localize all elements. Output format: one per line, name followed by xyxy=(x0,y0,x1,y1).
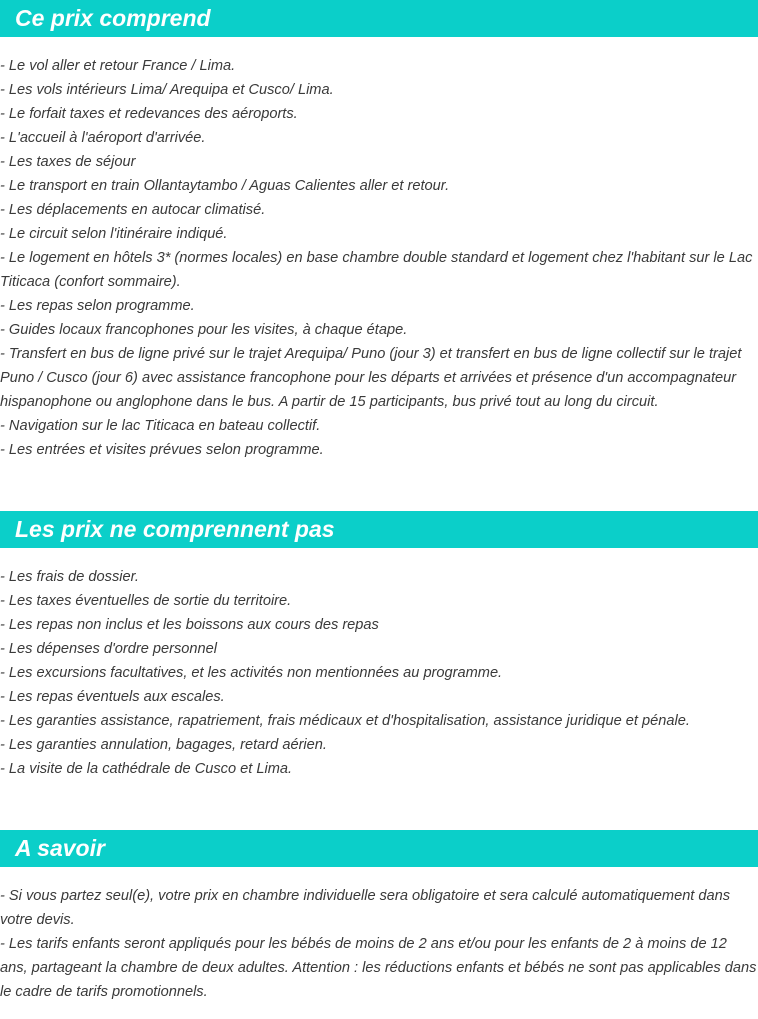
list-item: - Les repas selon programme. xyxy=(0,298,195,314)
section-title: A savoir xyxy=(15,835,105,861)
list-item: - Les taxes éventuelles de sortie du territoire. xyxy=(0,593,292,609)
section-header xyxy=(0,830,758,867)
list-item: - Les garanties assistance, rapatriement, frais médicaux et d'hospitalisation, assistance juridique et pénale. xyxy=(0,713,690,729)
not-included-list xyxy=(0,565,758,781)
list-item: - Les déplacements en autocar climatisé. xyxy=(0,202,266,218)
list-item: - Guides locaux francophones pour les visites, à chaque étape. xyxy=(0,322,408,338)
section-included xyxy=(0,0,758,462)
section-header xyxy=(0,0,758,37)
list-item: - Les dépenses d'ordre personnel xyxy=(0,641,217,657)
section-not-included xyxy=(0,511,758,781)
list-item: - Le circuit selon l'itinéraire indiqué. xyxy=(0,226,228,242)
list-item: - Les excursions facultatives, et les activités non mentionnées au programme. xyxy=(0,665,503,681)
list-item: - Les frais de dossier. xyxy=(0,569,139,585)
section-title: Ce prix comprend xyxy=(15,5,211,31)
section-header xyxy=(0,511,758,548)
list-item: - Les entrées et visites prévues selon programme. xyxy=(0,442,324,458)
good-to-know-list xyxy=(0,884,758,1004)
list-item: - Les tarifs enfants seront appliqués pour les bébés de moins de 2 ans et/ou pour les enfants de 2 à moins de 12 ans, partageant la chambre de deux adultes. Attention : les réductions enfants et bébés ne sont pas applicables dans le cadre de tarifs promotionnels. xyxy=(0,936,757,1000)
list-item: - La visite de la cathédrale de Cusco et Lima. xyxy=(0,761,293,777)
list-item: - Le forfait taxes et redevances des aéroports. xyxy=(0,106,298,122)
section-title: Les prix ne comprennent pas xyxy=(15,516,335,542)
list-item: - Le vol aller et retour France / Lima. xyxy=(0,58,236,74)
list-item: - Les garanties annulation, bagages, retard aérien. xyxy=(0,737,327,753)
list-item: - Navigation sur le lac Titicaca en bateau collectif. xyxy=(0,418,321,434)
list-item: - Les repas non inclus et les boissons aux cours des repas xyxy=(0,617,379,633)
list-item: - Si vous partez seul(e), votre prix en chambre individuelle sera obligatoire et sera calculé automatiquement dans votre devis. xyxy=(0,888,731,928)
list-item: - L'accueil à l'aéroport d'arrivée. xyxy=(0,130,206,146)
section-good-to-know xyxy=(0,830,758,1004)
list-item: - Les taxes de séjour xyxy=(0,154,136,170)
list-item: - Transfert en bus de ligne privé sur le trajet Arequipa/ Puno (jour 3) et transfert en bus de ligne collectif sur le trajet Puno / Cusco (jour 6) avec assistance francophone pour les départs et arrivées et présence d'un accompagnateur hispanophone ou anglophone dans le bus. A partir de 15 participants, bus privé tout au long du circuit. xyxy=(0,346,742,410)
list-item: - Les repas éventuels aux escales. xyxy=(0,689,225,705)
list-item: - Le transport en train Ollantaytambo / Aguas Calientes aller et retour. xyxy=(0,178,450,194)
list-item: - Les vols intérieurs Lima/ Arequipa et Cusco/ Lima. xyxy=(0,82,334,98)
included-list xyxy=(0,54,758,462)
list-item: - Le logement en hôtels 3* (normes locales) en base chambre double standard et logement chez l'habitant sur le Lac Titicaca (confort sommaire). xyxy=(0,250,753,290)
